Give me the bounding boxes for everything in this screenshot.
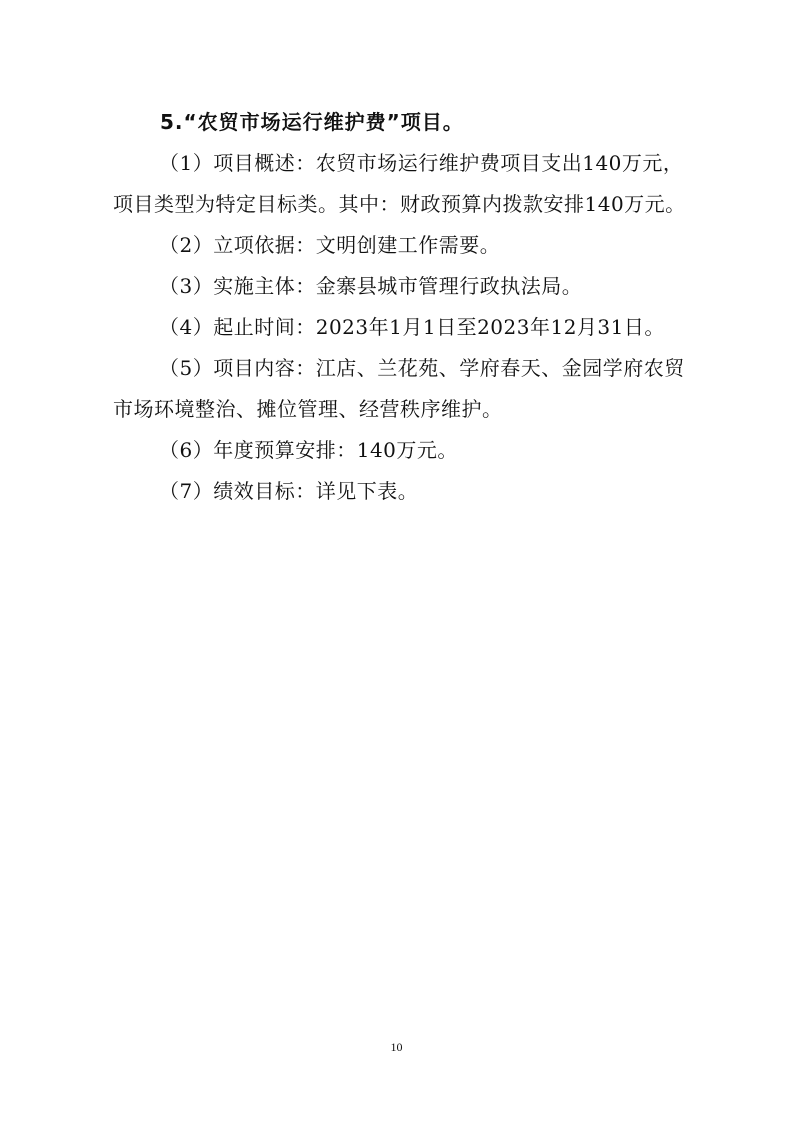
paragraph-project-overview: （1）项目概述：农贸市场运行维护费项目支出140万元，项目类型为特定目标类。其中：财政预算内拨款安排140万元。: [113, 151, 686, 216]
paragraph-performance-goals: （7）绩效目标：详见下表。: [159, 479, 419, 503]
paragraph-annual-budget: （6）年度预算安排：140万元。: [159, 438, 458, 462]
paragraph-time-period: （4）起止时间：2023年1月1日至2023年12月31日。: [159, 315, 665, 339]
page-number: 10: [390, 1040, 403, 1054]
paragraph-project-content: （5）项目内容：江店、兰花苑、学府春天、金园学府农贸市场环境整治、摊位管理、经营秩序维护。: [113, 356, 685, 421]
paragraph-implementing-body: （3）实施主体：金寨县城市管理行政执法局。: [159, 274, 583, 298]
paragraph-project-basis: （2）立项依据：文明创建工作需要。: [159, 233, 501, 257]
section-heading: 5.“农贸市场运行维护费”项目。: [160, 110, 464, 134]
